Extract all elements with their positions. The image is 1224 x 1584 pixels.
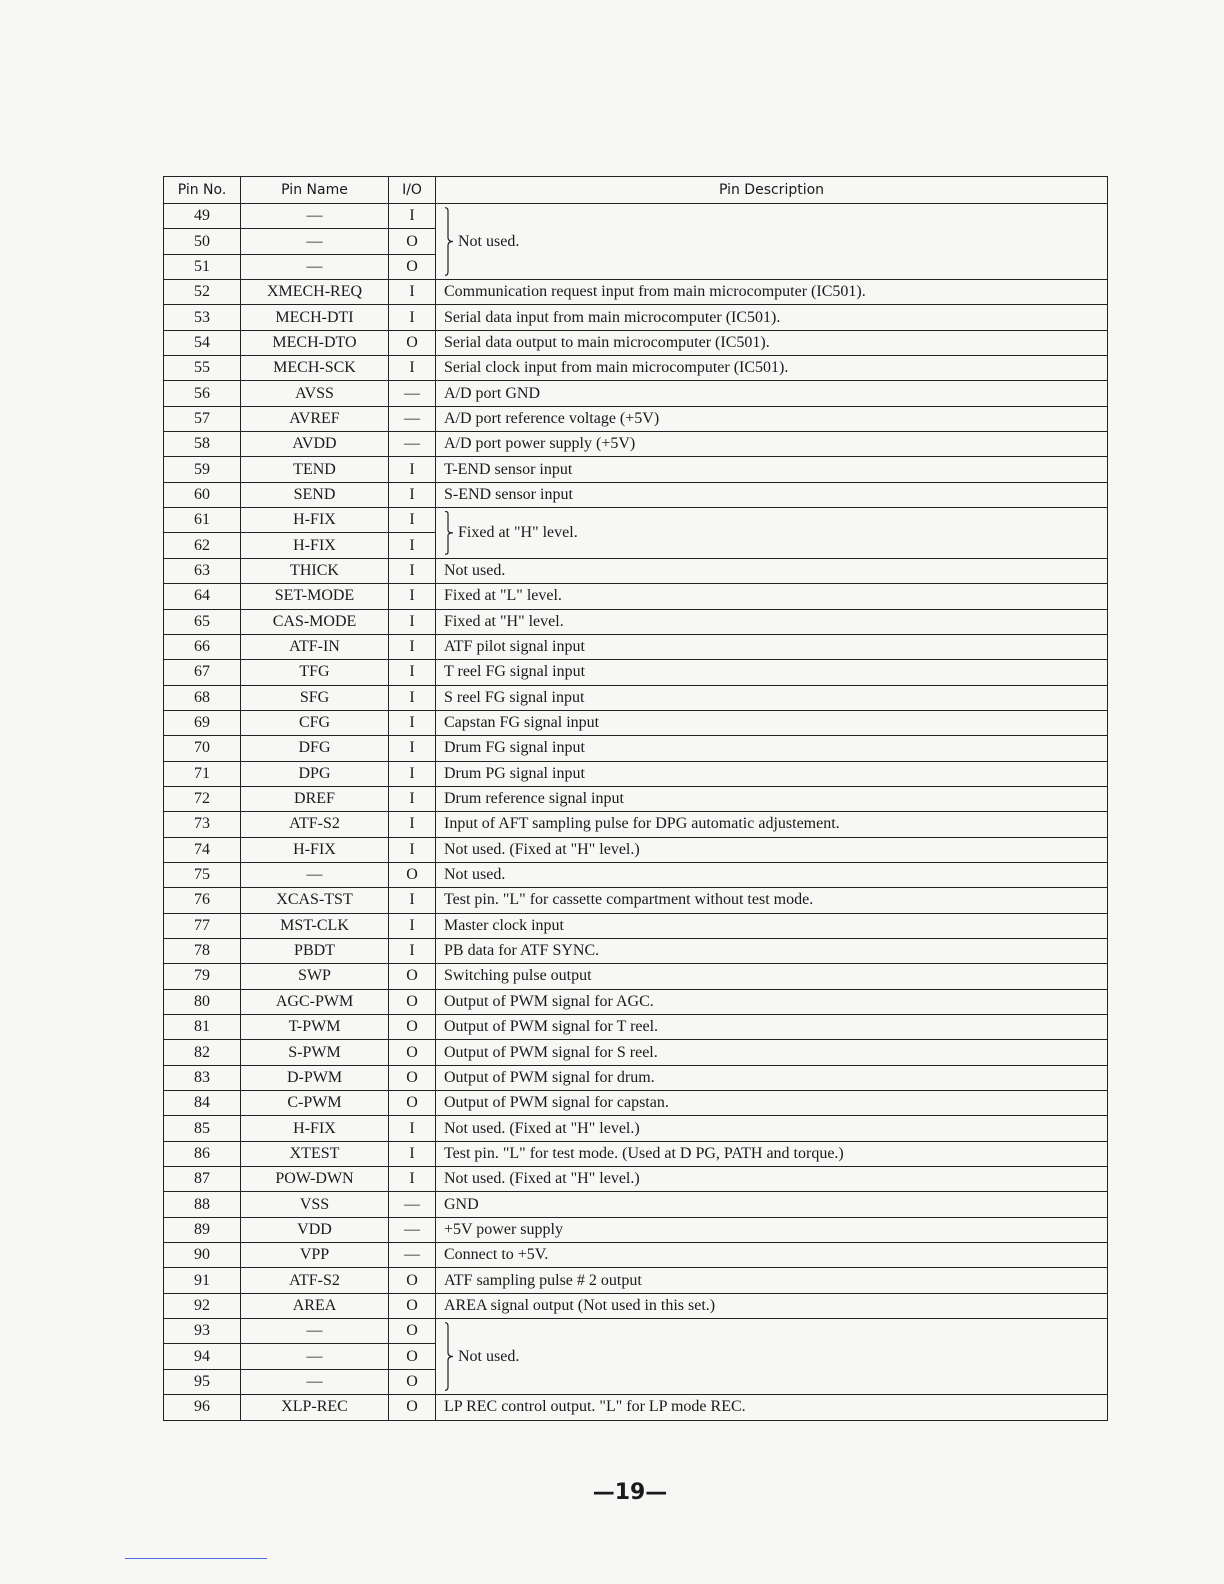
table-row (164, 1141, 1108, 1166)
table-row (164, 432, 1108, 457)
pin-description-cell: Fixed at "H" level. (436, 609, 1108, 634)
pin-name-cell: SFG (241, 685, 389, 710)
pin-description-cell: Test pin. "L" for cassette compartment without test mode. (436, 888, 1108, 913)
io-cell: O (389, 254, 436, 279)
table-row (164, 913, 1108, 938)
table-row (164, 609, 1108, 634)
io-cell: I (389, 1116, 436, 1141)
pin-description-cell: +5V power supply (436, 1217, 1108, 1242)
table-row (164, 280, 1108, 305)
io-cell: I (389, 761, 436, 786)
io-cell: I (389, 508, 436, 533)
pin-number-cell: 89 (164, 1217, 241, 1242)
pin-number-cell: 84 (164, 1091, 241, 1116)
pin-number-cell: 57 (164, 406, 241, 431)
table-row (164, 1167, 1108, 1192)
io-cell: — (389, 1192, 436, 1217)
pin-number-cell: 51 (164, 254, 241, 279)
pin-number-cell: 55 (164, 356, 241, 381)
pin-description-cell: ATF sampling pulse # 2 output (436, 1268, 1108, 1293)
pin-number-cell: 74 (164, 837, 241, 862)
pin-name-cell: — (241, 229, 389, 254)
pin-description-cell: Drum PG signal input (436, 761, 1108, 786)
table-row (164, 1015, 1108, 1040)
io-cell: O (389, 1319, 436, 1344)
pin-description-cell: Drum FG signal input (436, 736, 1108, 761)
pin-name-cell: CAS-MODE (241, 609, 389, 634)
io-cell: I (389, 305, 436, 330)
pin-name-cell: AVREF (241, 406, 389, 431)
pin-name-cell: H-FIX (241, 1116, 389, 1141)
pin-name-cell: DREF (241, 786, 389, 811)
table-row (164, 356, 1108, 381)
io-cell: I (389, 888, 436, 913)
table-row (164, 862, 1108, 887)
io-cell: I (389, 685, 436, 710)
header-pin-description: Pin Description (436, 177, 1108, 204)
table-row (164, 1319, 1108, 1344)
pin-number-cell: 75 (164, 862, 241, 887)
pin-name-cell: XTEST (241, 1141, 389, 1166)
pin-name-cell: XMECH-REQ (241, 280, 389, 305)
table-row (164, 508, 1108, 533)
pin-name-cell: POW-DWN (241, 1167, 389, 1192)
pin-description-cell: Output of PWM signal for T reel. (436, 1015, 1108, 1040)
pin-name-cell: H-FIX (241, 508, 389, 533)
table-row (164, 1192, 1108, 1217)
pin-name-cell: TFG (241, 660, 389, 685)
pin-description-cell: Not used. (436, 558, 1108, 583)
table-row (164, 1217, 1108, 1242)
pin-description-cell: Test pin. "L" for test mode. (Used at D PG, PATH and torque.) (436, 1141, 1108, 1166)
pin-number-cell: 76 (164, 888, 241, 913)
io-cell: I (389, 913, 436, 938)
io-cell: I (389, 457, 436, 482)
pin-number-cell: 68 (164, 685, 241, 710)
table-row (164, 1040, 1108, 1065)
io-cell: — (389, 1243, 436, 1268)
table-row (164, 888, 1108, 913)
pin-description-text: Not used. (458, 1347, 520, 1365)
pin-name-cell: MST-CLK (241, 913, 389, 938)
pin-description-cell: Not used. (Fixed at "H" level.) (436, 837, 1108, 862)
table-row (164, 761, 1108, 786)
pin-description-text: Fixed at "H" level. (458, 523, 578, 541)
io-cell: I (389, 558, 436, 583)
pin-description-cell: A/D port reference voltage (+5V) (436, 406, 1108, 431)
table-row (164, 1293, 1108, 1318)
pin-number-cell: 87 (164, 1167, 241, 1192)
io-cell: I (389, 584, 436, 609)
pin-number-cell: 52 (164, 280, 241, 305)
pin-description-cell: Output of PWM signal for capstan. (436, 1091, 1108, 1116)
io-cell: O (389, 1065, 436, 1090)
table-row (164, 1065, 1108, 1090)
brace-icon (444, 1322, 454, 1391)
pin-description-cell: A/D port GND (436, 381, 1108, 406)
pin-description-cell: Drum reference signal input (436, 786, 1108, 811)
io-cell: O (389, 1395, 436, 1420)
pin-number-cell: 62 (164, 533, 241, 558)
pin-name-cell: AVSS (241, 381, 389, 406)
pin-number-cell: 66 (164, 634, 241, 659)
pin-number-cell: 96 (164, 1395, 241, 1420)
pin-name-cell: PBDT (241, 938, 389, 963)
header-io: I/O (389, 177, 436, 204)
pin-name-cell: MECH-DTI (241, 305, 389, 330)
pin-name-cell: — (241, 254, 389, 279)
pin-description-cell: ATF pilot signal input (436, 634, 1108, 659)
pin-description-cell: Connect to +5V. (436, 1243, 1108, 1268)
pin-number-cell: 60 (164, 482, 241, 507)
pin-number-cell: 73 (164, 812, 241, 837)
pin-description-cell: Fixed at "L" level. (436, 584, 1108, 609)
pin-number-cell: 59 (164, 457, 241, 482)
pin-number-cell: 83 (164, 1065, 241, 1090)
io-cell: I (389, 609, 436, 634)
table-row (164, 786, 1108, 811)
pin-description-cell: Output of PWM signal for S reel. (436, 1040, 1108, 1065)
pin-number-cell: 69 (164, 710, 241, 735)
io-cell: O (389, 1015, 436, 1040)
table-row (164, 204, 1108, 229)
pin-number-cell: 56 (164, 381, 241, 406)
footer-rule (125, 1558, 267, 1559)
pin-name-cell: SWP (241, 964, 389, 989)
pin-description-group-cell (436, 204, 1108, 280)
table-row (164, 938, 1108, 963)
pin-number-cell: 86 (164, 1141, 241, 1166)
pin-name-cell: — (241, 1344, 389, 1369)
table-row (164, 964, 1108, 989)
pin-description-cell: Input of AFT sampling pulse for DPG automatic adjustement. (436, 812, 1108, 837)
table-row (164, 457, 1108, 482)
pin-name-cell: AGC-PWM (241, 989, 389, 1014)
pin-number-cell: 92 (164, 1293, 241, 1318)
pin-description-cell: T reel FG signal input (436, 660, 1108, 685)
pin-name-cell: DPG (241, 761, 389, 786)
pin-name-cell: MECH-SCK (241, 356, 389, 381)
pin-number-cell: 54 (164, 330, 241, 355)
io-cell: I (389, 280, 436, 305)
pin-description-group-cell (436, 508, 1108, 559)
io-cell: O (389, 229, 436, 254)
io-cell: — (389, 432, 436, 457)
io-cell: I (389, 786, 436, 811)
pin-number-cell: 64 (164, 584, 241, 609)
pin-name-cell: XLP-REC (241, 1395, 389, 1420)
pin-number-cell: 82 (164, 1040, 241, 1065)
table-row (164, 736, 1108, 761)
table-row (164, 812, 1108, 837)
pin-number-cell: 61 (164, 508, 241, 533)
pin-name-cell: VDD (241, 1217, 389, 1242)
io-cell: I (389, 710, 436, 735)
pin-description-cell: Output of PWM signal for AGC. (436, 989, 1108, 1014)
pin-number-cell: 58 (164, 432, 241, 457)
pin-description-cell: S reel FG signal input (436, 685, 1108, 710)
table-row (164, 1116, 1108, 1141)
pin-name-cell: T-PWM (241, 1015, 389, 1040)
pin-description-cell: Output of PWM signal for drum. (436, 1065, 1108, 1090)
pin-number-cell: 50 (164, 229, 241, 254)
pin-name-cell: ATF-S2 (241, 1268, 389, 1293)
io-cell: I (389, 482, 436, 507)
pin-description-cell: A/D port power supply (+5V) (436, 432, 1108, 457)
pin-name-cell: — (241, 1369, 389, 1394)
pin-name-cell: AVDD (241, 432, 389, 457)
pin-description-group-cell (436, 1319, 1108, 1395)
table-row (164, 837, 1108, 862)
io-cell: I (389, 660, 436, 685)
table-row (164, 634, 1108, 659)
pin-description-cell: Serial data output to main microcomputer (IC501). (436, 330, 1108, 355)
io-cell: I (389, 736, 436, 761)
pin-number-cell: 88 (164, 1192, 241, 1217)
pin-description-table (163, 176, 1108, 1421)
table-row (164, 1395, 1108, 1420)
io-cell: — (389, 381, 436, 406)
io-cell: O (389, 1091, 436, 1116)
table-row (164, 1091, 1108, 1116)
table-row (164, 330, 1108, 355)
table-row (164, 710, 1108, 735)
header-pin-name: Pin Name (241, 177, 389, 204)
pin-name-cell: AREA (241, 1293, 389, 1318)
io-cell: O (389, 1268, 436, 1293)
pin-number-cell: 77 (164, 913, 241, 938)
table-row (164, 482, 1108, 507)
pin-description-cell: Serial data input from main microcomputer (IC501). (436, 305, 1108, 330)
io-cell: O (389, 1293, 436, 1318)
brace-icon (444, 511, 454, 555)
io-cell: O (389, 862, 436, 887)
pin-number-cell: 65 (164, 609, 241, 634)
pin-name-cell: — (241, 862, 389, 887)
pin-name-cell: D-PWM (241, 1065, 389, 1090)
io-cell: O (389, 989, 436, 1014)
header-pin-no: Pin No. (164, 177, 241, 204)
pin-description-cell: Serial clock input from main microcomputer (IC501). (436, 356, 1108, 381)
pin-name-cell: — (241, 1319, 389, 1344)
pin-description-cell: Master clock input (436, 913, 1108, 938)
table-row (164, 660, 1108, 685)
io-cell: I (389, 1141, 436, 1166)
io-cell: I (389, 837, 436, 862)
pin-name-cell: C-PWM (241, 1091, 389, 1116)
pin-name-cell: ATF-S2 (241, 812, 389, 837)
io-cell: O (389, 1040, 436, 1065)
pin-description-cell: Switching pulse output (436, 964, 1108, 989)
pin-name-cell: VSS (241, 1192, 389, 1217)
pin-name-cell: H-FIX (241, 533, 389, 558)
pin-name-cell: S-PWM (241, 1040, 389, 1065)
pin-name-cell: H-FIX (241, 837, 389, 862)
pin-number-cell: 49 (164, 204, 241, 229)
table-row (164, 406, 1108, 431)
table-row (164, 305, 1108, 330)
table-row (164, 1243, 1108, 1268)
pin-name-cell: THICK (241, 558, 389, 583)
io-cell: I (389, 634, 436, 659)
pin-description-text: Not used. (458, 232, 520, 250)
pin-description-cell: GND (436, 1192, 1108, 1217)
table-body (164, 204, 1108, 1421)
pin-number-cell: 71 (164, 761, 241, 786)
pin-description-cell: S-END sensor input (436, 482, 1108, 507)
pin-number-cell: 53 (164, 305, 241, 330)
pin-description-cell: LP REC control output. "L" for LP mode REC. (436, 1395, 1108, 1420)
io-cell: O (389, 964, 436, 989)
table-header-row (164, 177, 1108, 204)
pin-number-cell: 85 (164, 1116, 241, 1141)
pin-name-cell: XCAS-TST (241, 888, 389, 913)
pin-description-cell: PB data for ATF SYNC. (436, 938, 1108, 963)
pin-number-cell: 78 (164, 938, 241, 963)
pin-number-cell: 93 (164, 1319, 241, 1344)
pin-number-cell: 72 (164, 786, 241, 811)
pin-number-cell: 91 (164, 1268, 241, 1293)
pin-number-cell: 67 (164, 660, 241, 685)
table-row (164, 381, 1108, 406)
io-cell: — (389, 406, 436, 431)
table-row (164, 989, 1108, 1014)
table-row (164, 558, 1108, 583)
pin-number-cell: 90 (164, 1243, 241, 1268)
io-cell: O (389, 1369, 436, 1394)
io-cell: O (389, 1344, 436, 1369)
pin-name-cell: VPP (241, 1243, 389, 1268)
pin-name-cell: SET-MODE (241, 584, 389, 609)
pin-description-cell: Not used. (Fixed at "H" level.) (436, 1116, 1108, 1141)
io-cell: I (389, 812, 436, 837)
pin-name-cell: CFG (241, 710, 389, 735)
io-cell: I (389, 938, 436, 963)
pin-number-cell: 63 (164, 558, 241, 583)
pin-description-cell: T-END sensor input (436, 457, 1108, 482)
pin-name-cell: SEND (241, 482, 389, 507)
table-row (164, 584, 1108, 609)
pin-number-cell: 79 (164, 964, 241, 989)
pin-number-cell: 70 (164, 736, 241, 761)
page-number: —19— (592, 1480, 668, 1505)
brace-icon (444, 207, 454, 276)
table-row (164, 1268, 1108, 1293)
pin-description-cell: AREA signal output (Not used in this set.) (436, 1293, 1108, 1318)
pin-number-cell: 81 (164, 1015, 241, 1040)
pin-description-cell: Capstan FG signal input (436, 710, 1108, 735)
pin-name-cell: ATF-IN (241, 634, 389, 659)
table-row (164, 685, 1108, 710)
pin-number-cell: 95 (164, 1369, 241, 1394)
io-cell: — (389, 1217, 436, 1242)
pin-number-cell: 94 (164, 1344, 241, 1369)
pin-name-cell: MECH-DTO (241, 330, 389, 355)
pin-number-cell: 80 (164, 989, 241, 1014)
io-cell: I (389, 533, 436, 558)
pin-name-cell: — (241, 204, 389, 229)
pin-description-cell: Not used. (Fixed at "H" level.) (436, 1167, 1108, 1192)
io-cell: I (389, 356, 436, 381)
pin-description-cell: Not used. (436, 862, 1108, 887)
pin-description-cell: Communication request input from main microcomputer (IC501). (436, 280, 1108, 305)
pin-name-cell: DFG (241, 736, 389, 761)
io-cell: O (389, 330, 436, 355)
pin-name-cell: TEND (241, 457, 389, 482)
io-cell: I (389, 1167, 436, 1192)
io-cell: I (389, 204, 436, 229)
